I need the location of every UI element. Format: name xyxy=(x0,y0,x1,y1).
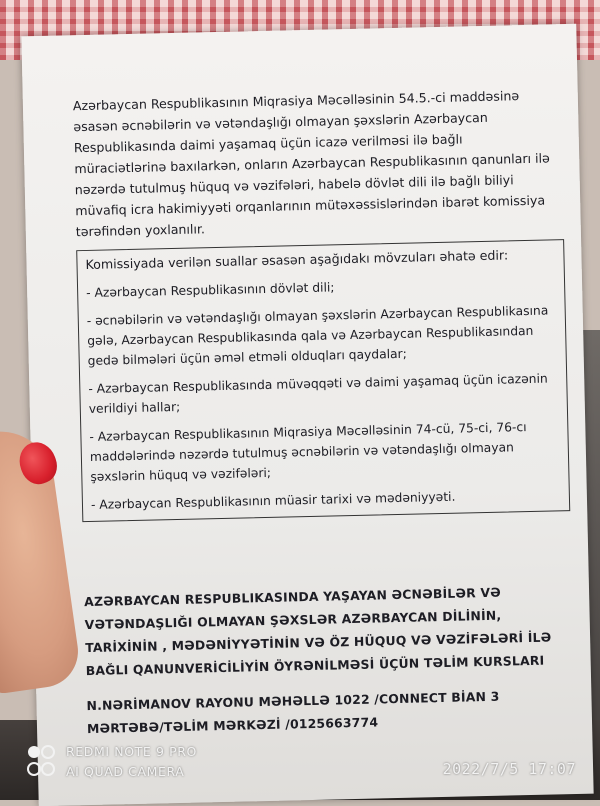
paper-sheet xyxy=(21,24,593,806)
topic-item: - Azərbaycan Respublikasının müasir tarixi və mədəniyyəti. xyxy=(90,489,456,512)
watermark-timestamp: 2022/7/5 17:07 xyxy=(442,760,576,778)
topic-item: - əcnəbilərin və vətəndaşlığı olmayan şəxslərin Azərbaycan Respublikasına gələ, Azərbaycan Respublikasında qala və Azərbaycan Respublikasından gedə bilmələri üçün əməl etməli olduqları qaydalar; xyxy=(86,303,549,368)
topics-intro: Komissiyada verilən suallar əsasən aşağıdakı mövzuları əhatə edir: xyxy=(85,247,509,272)
watermark-camera: AI QUAD CAMERA xyxy=(66,764,185,779)
courses-block xyxy=(84,579,557,740)
paper-content xyxy=(73,84,568,740)
intro-paragraph: Azərbaycan Respublikasının Miqrasiya Məcəlləsinin 54.5.-ci maddəsinə əsasən əcnəbilərin və vətəndaşlığı olmayan şəxslərin Azərbaycan Respublikasında daimi yaşamaq üçün icazə verilməsi ilə bağlı müraciətlərinə baxılarkən, onların Azərbaycan Respublikasının qanunları ilə nəzərdə tutulmuş hüquq və vəzifələri, habelə dövlət dili ilə bağlı biliyi müvafiq icra hakimiyyəti orqanlarının mütəxəssislərindən ibarət komissiya tərəfindən yoxlanılır. xyxy=(72,88,550,240)
courses-heading: AZƏRBAYCAN RESPUBLIKASINDA YAŞAYAN ƏCNƏBİLƏR VƏ VƏTƏNDAŞLIĞI OLMAYAN ŞƏXSLƏR AZƏRBAYCAN DİLİNİN, TARİXİNİN , MƏDƏNİYYƏTİNİN VƏ ÖZ HÜQUQ VƏ VƏZİFƏLƏRİ İLƏ BAĞLI QANUNVERİCİLİYİN ÖYRƏNİLMƏSİ ÜÇÜN TƏLİM KURSLARI xyxy=(84,584,552,679)
address-line: N.NƏRİMANOV RAYONU MƏHƏLLƏ 1022 /CONNECT BİAN 3 MƏRTƏBƏ/TƏLİM MƏRKƏZİ /0125663774 xyxy=(86,688,500,737)
topic-item: - Azərbaycan Respublikasının Miqrasiya Məcəlləsinin 74-cü, 75-ci, 76-cı maddələrində nəzərdə tutulmuş əcnəbilərin və vətəndaşlığı olmayan şəxslərin hüquq və vəzifələri; xyxy=(89,420,527,484)
topic-item: - Azərbaycan Respublikasında müvəqqəti və daimi yaşamaq üçün icazənin verildiyi hallar; xyxy=(88,371,548,416)
camera-logo-icon xyxy=(26,744,56,778)
watermark-device: REDMI NOTE 9 PRO xyxy=(66,744,197,759)
topic-item: - Azərbaycan Respublikasının dövlət dili; xyxy=(86,280,335,300)
topics-box xyxy=(76,239,570,522)
